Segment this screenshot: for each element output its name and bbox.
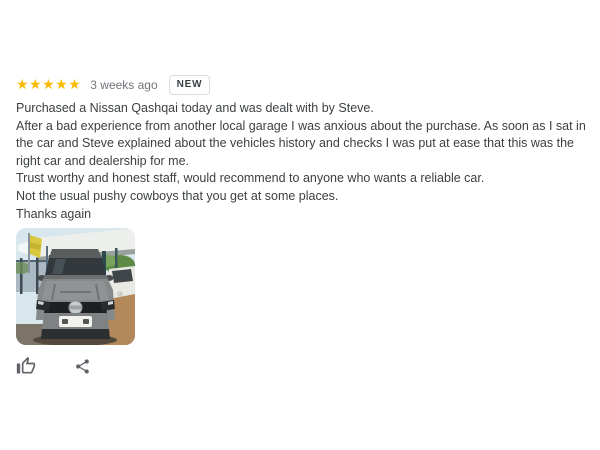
star-rating: ★★★★★: [16, 77, 82, 93]
review-actions: [16, 354, 92, 378]
review-text-line: Trust worthy and honest staff, would recommend to anyone who wants a reliable car.: [16, 171, 485, 186]
review-header: [16, 74, 210, 96]
review-text-line: Purchased a Nissan Qashqai today and was dealt with by Steve.: [16, 101, 374, 115]
thumb-up-icon: [16, 356, 36, 376]
review-text-line: After a bad experience from another local garage I was anxious about the purchase. As soon as I sat in: [16, 118, 586, 133]
review-time: 3 weeks ago: [90, 78, 158, 92]
like-button[interactable]: [16, 354, 36, 378]
review-text-line: right car and dealership for me.: [16, 153, 190, 168]
car-photo-illustration: [16, 228, 135, 345]
review-text: [16, 100, 586, 223]
review-text-line: Thanks again: [16, 206, 92, 221]
new-badge: NEW: [169, 75, 211, 95]
review-text-line: the car and Steve explained about the vehicles history and checks I was put at ease that this was the: [16, 136, 574, 151]
review-text-line: Not the usual pushy cowboys that you get at some places.: [16, 188, 339, 203]
share-icon: [74, 358, 91, 375]
review-photo[interactable]: [16, 228, 135, 345]
share-button[interactable]: [72, 354, 92, 378]
